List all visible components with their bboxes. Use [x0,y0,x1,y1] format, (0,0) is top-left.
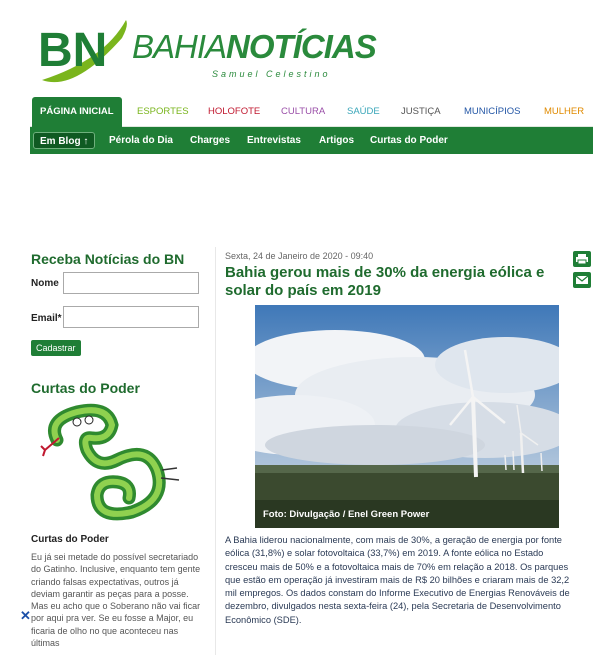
tab-justica[interactable]: JUSTIÇA [401,106,441,117]
tab-esportes[interactable]: ESPORTES [137,106,189,117]
subnav-curtas-do-poder[interactable]: Curtas do Poder [370,135,448,146]
tab-saude[interactable]: SAÚDE [347,106,380,117]
column-divider [215,247,216,655]
em-blog-button[interactable]: Em Blog ↑ [33,132,95,149]
email-field[interactable] [63,306,199,328]
name-label: Nome [31,278,59,289]
subscribe-button[interactable]: Cadastrar [31,340,81,356]
photo-caption: Foto: Divulgação / Enel Green Power [263,509,430,520]
bn-logo-mark [34,10,134,90]
email-share-button[interactable] [573,272,591,288]
sub-nav [30,127,593,154]
article-body: A Bahia liderou nacionalmente, com mais de 30%, a geração de energia por fonte eólica (31,8%) e solar fotovoltaica (33,7%) em 2019. A fonte eólica no Estado cresceu mais de 50% e a fotovoltaica mais de 70% em relação a 2018. Os parques que estão em operação já investiram mais de R$ 20 bilhões e criaram mais de 32,2 mil empregos. Os dados constam do Informe Executivo de Energias Renováveis de dezembro, divulgados nesta sexta-feira (24), pela Secretaria de Desenvolvimento Econômico (SDE). [225,535,570,625]
name-field[interactable] [63,272,199,294]
tab-holofote[interactable]: HOLOFOTE [208,106,261,117]
tab-mulher[interactable]: MULHER [544,106,585,117]
subnav-entrevistas[interactable]: Entrevistas [247,135,301,146]
print-icon [573,251,591,267]
subnav-charges[interactable]: Charges [190,135,231,146]
close-icon[interactable]: ✕ [20,608,31,623]
tab-cultura[interactable]: CULTURA [281,106,326,117]
curtas-text: Eu já sei metade do possível secretariado do Gatinho. Inclusive, enquanto tem gente criando falsas expectativas, outros já deviam garantir as peças para a posse. Mas eu acho que o Soberano não vai ficar por aqui pra ver. Se eu fosse a Major, eu ficaria de olho no que aconteceu nas últimas [31,552,201,649]
site-logo[interactable] [34,10,376,90]
subnav-artigos[interactable]: Artigos [319,135,354,146]
article-photo[interactable] [255,305,559,528]
curtas-subtitle[interactable]: Curtas do Poder [31,534,109,545]
subnav-perola-do-dia[interactable]: Pérola do Dia [109,135,173,146]
snake-cartoon-image[interactable] [37,400,187,525]
wind-farm-image [255,305,559,528]
email-label: Email* [31,313,62,324]
brand-name: BAHIANOTÍCIAS [132,28,376,65]
brand-tagline: Samuel Celestino [212,69,331,79]
curtas-title: Curtas do Poder [31,380,140,396]
tab-pagina-inicial[interactable]: PÁGINA INICIAL [32,97,122,127]
newsletter-title: Receba Notícias do BN [31,251,185,267]
article-date: Sexta, 24 de Janeiro de 2020 - 09:40 [225,251,374,261]
email-icon [573,272,591,288]
svg-text:BN: BN [38,24,108,77]
tab-municipios[interactable]: MUNICÍPIOS [464,106,521,117]
top-nav [30,97,593,127]
arrow-up-icon: ↑ [83,136,89,147]
print-button[interactable] [573,251,591,267]
article-title: Bahia gerou mais de 30% da energia eólica e solar do país em 2019 [225,264,545,299]
